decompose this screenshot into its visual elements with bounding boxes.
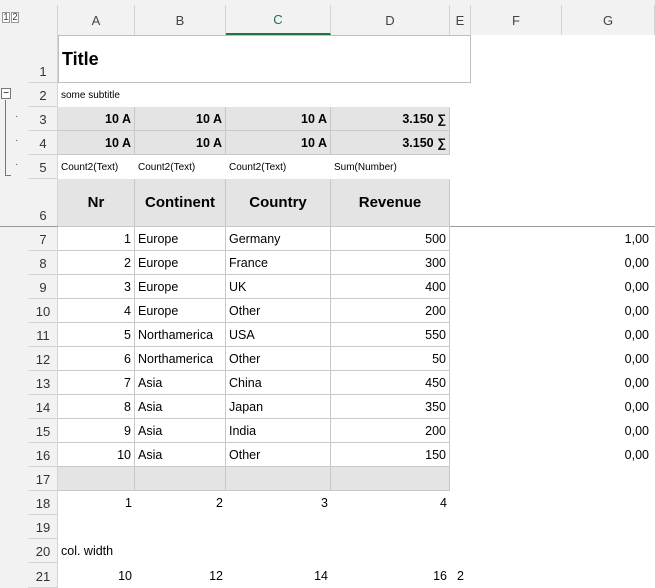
row-header-8[interactable]: 8 (28, 251, 58, 275)
column-index-value[interactable]: 1 (125, 496, 132, 510)
table-cell[interactable]: 550 (331, 323, 450, 347)
table-cell[interactable]: India (226, 419, 331, 443)
table-cell[interactable]: 50 (331, 347, 450, 371)
summary-cell[interactable]: 10 A (226, 131, 331, 155)
table-cell[interactable]: Europe (135, 251, 226, 275)
table-cell[interactable]: Other (226, 443, 331, 467)
row-header-20[interactable]: 20 (28, 539, 58, 563)
table-cell[interactable]: Europe (135, 275, 226, 299)
sheet-title: Title (58, 35, 471, 83)
table-cell[interactable]: Northamerica (135, 323, 226, 347)
row-header-13[interactable]: 13 (28, 371, 58, 395)
column-header-g[interactable]: G (562, 5, 655, 35)
row-header-14[interactable]: 14 (28, 395, 58, 419)
table-header-nr[interactable]: Nr (58, 179, 135, 227)
column-header-e[interactable]: E (450, 5, 471, 35)
empty-gray-cell[interactable] (135, 467, 226, 491)
outline-level-2-button[interactable]: 2 (12, 12, 18, 23)
column-width-value[interactable]: 12 (209, 568, 223, 583)
row-header-12[interactable]: 12 (28, 347, 58, 371)
table-cell[interactable]: USA (226, 323, 331, 347)
column-g-value[interactable]: 1,00 (624, 232, 649, 246)
column-header-c[interactable]: C (226, 5, 331, 35)
table-cell[interactable]: 1 (58, 227, 135, 251)
column-g-value[interactable]: 0,00 (624, 328, 649, 342)
outline-bracket-line (5, 100, 6, 176)
column-g-value[interactable]: 0,00 (624, 400, 649, 414)
empty-gray-cell[interactable] (226, 467, 331, 491)
column-header-f[interactable]: F (471, 5, 562, 35)
outline-row-dot: · (15, 111, 19, 122)
row-header-3[interactable]: 3 (28, 107, 58, 131)
table-header-continent[interactable]: Continent (135, 179, 226, 227)
column-g-value[interactable]: 0,00 (624, 424, 649, 438)
column-header-d[interactable]: D (331, 5, 450, 35)
table-cell[interactable]: 200 (331, 299, 450, 323)
column-index-value[interactable]: 4 (440, 496, 447, 510)
table-cell[interactable]: UK (226, 275, 331, 299)
table-cell[interactable]: 300 (331, 251, 450, 275)
column-g-value[interactable]: 0,00 (624, 256, 649, 270)
column-width-value[interactable]: 10 (118, 568, 132, 583)
table-cell[interactable]: 8 (58, 395, 135, 419)
row-header-18[interactable]: 18 (28, 491, 58, 515)
empty-gray-cell[interactable] (58, 467, 135, 491)
aggregate-label[interactable]: Count2(Text) (229, 161, 287, 173)
table-header-country[interactable]: Country (226, 179, 331, 227)
row-header-6[interactable]: 6 (28, 179, 58, 227)
column-index-value[interactable]: 3 (321, 496, 328, 510)
summary-cell[interactable]: 10 A (226, 107, 331, 131)
column-g-value[interactable]: 0,00 (624, 280, 649, 294)
table-cell[interactable]: Asia (135, 395, 226, 419)
column-g-value[interactable]: 0,00 (624, 448, 649, 462)
table-cell[interactable]: 2 (58, 251, 135, 275)
outline-level-1-button[interactable]: 1 (3, 12, 9, 23)
summary-cell[interactable]: 3.150 ∑ (331, 107, 450, 131)
row-header-19[interactable]: 19 (28, 515, 58, 539)
column-width-value[interactable]: 2 (457, 568, 464, 583)
table-cell[interactable]: 5 (58, 323, 135, 347)
table-cell[interactable]: Europe (135, 227, 226, 251)
table-cell[interactable]: Germany (226, 227, 331, 251)
table-cell[interactable]: Asia (135, 371, 226, 395)
summary-cell[interactable]: 3.150 ∑ (331, 131, 450, 155)
aggregate-label[interactable]: Count2(Text) (61, 161, 119, 173)
summary-cell[interactable]: 10 A (58, 107, 135, 131)
row-header-2[interactable]: 2 (28, 83, 58, 107)
table-cell[interactable]: 500 (331, 227, 450, 251)
aggregate-label[interactable]: Sum(Number) (334, 161, 397, 173)
sheet-subtitle: some subtitle (61, 89, 120, 101)
row-header-16[interactable]: 16 (28, 443, 58, 467)
row-header-21[interactable]: 21 (28, 563, 58, 588)
outline-row-dot: · (15, 159, 19, 170)
row-header-4[interactable]: 4 (28, 131, 58, 155)
row-header-11[interactable]: 11 (28, 323, 58, 347)
corner-select-all[interactable] (28, 5, 58, 35)
column-width-value[interactable]: 14 (314, 568, 328, 583)
column-g-value[interactable]: 0,00 (624, 352, 649, 366)
table-header-revenue[interactable]: Revenue (331, 179, 450, 227)
column-g-value[interactable]: 0,00 (624, 304, 649, 318)
table-cell[interactable]: France (226, 251, 331, 275)
table-cell[interactable]: 6 (58, 347, 135, 371)
table-cell[interactable]: Asia (135, 419, 226, 443)
table-cell[interactable]: Other (226, 299, 331, 323)
outline-row-dot: · (15, 135, 19, 146)
table-cell[interactable]: China (226, 371, 331, 395)
table-cell[interactable]: Other (226, 347, 331, 371)
column-width-value[interactable]: 16 (433, 568, 447, 583)
table-cell[interactable]: 150 (331, 443, 450, 467)
table-cell[interactable]: 3 (58, 275, 135, 299)
aggregate-label[interactable]: Count2(Text) (138, 161, 196, 173)
table-cell[interactable]: 350 (331, 395, 450, 419)
row-header-7[interactable]: 7 (28, 227, 58, 251)
table-cell[interactable]: 10 (58, 443, 135, 467)
row-header-1[interactable]: 1 (28, 35, 58, 83)
column-index-value[interactable]: 2 (216, 496, 223, 510)
summary-cell[interactable]: 10 A (135, 131, 226, 155)
summary-cell[interactable]: 10 A (135, 107, 226, 131)
table-cell[interactable]: Europe (135, 299, 226, 323)
row-header-5[interactable]: 5 (28, 155, 58, 179)
row-header-15[interactable]: 15 (28, 419, 58, 443)
empty-gray-cell[interactable] (331, 467, 450, 491)
summary-cell[interactable]: 10 A (58, 131, 135, 155)
col-width-label: col. width (61, 544, 114, 558)
column-g-value[interactable]: 0,00 (624, 376, 649, 390)
outline-collapse-button[interactable]: − (1, 88, 11, 99)
table-cell[interactable]: 400 (331, 275, 450, 299)
table-cell[interactable]: Japan (226, 395, 331, 419)
table-cell[interactable]: 200 (331, 419, 450, 443)
row-header-10[interactable]: 10 (28, 299, 58, 323)
row-header-9[interactable]: 9 (28, 275, 58, 299)
row-header-17[interactable]: 17 (28, 467, 58, 491)
table-cell[interactable]: Asia (135, 443, 226, 467)
table-cell[interactable]: 9 (58, 419, 135, 443)
table-cell[interactable]: 7 (58, 371, 135, 395)
table-cell[interactable]: 450 (331, 371, 450, 395)
column-header-b[interactable]: B (135, 5, 226, 35)
table-cell[interactable]: Northamerica (135, 347, 226, 371)
outline-bracket-end (5, 175, 11, 176)
table-cell[interactable]: 4 (58, 299, 135, 323)
column-header-a[interactable]: A (58, 5, 135, 35)
